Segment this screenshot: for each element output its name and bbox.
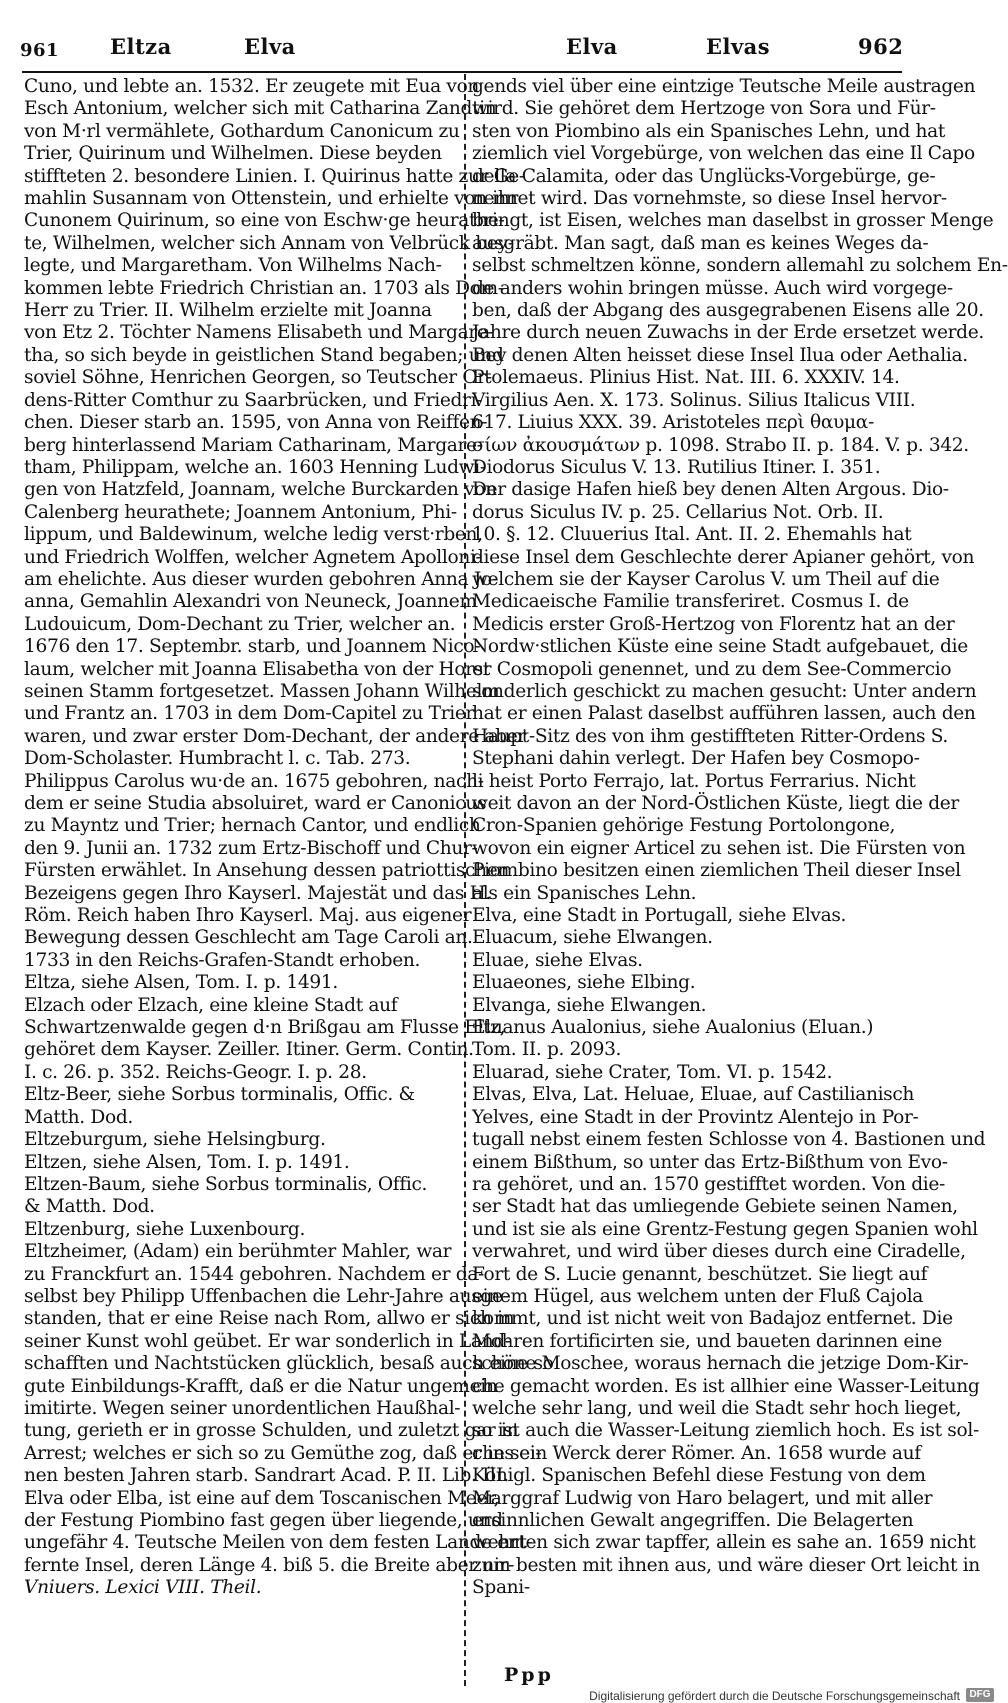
right-text-line: schöne Moschee, woraus hernach die jetzige Dom-Kir- <box>472 1353 969 1375</box>
left-text-line: stiffteten 2. besondere Linien. I. Quirinus hatte zur Ge- <box>24 165 525 187</box>
right-text-line: Haupt-Sitz des von ihm gestiffteten Ritter-Ordens S. <box>472 725 948 747</box>
left-text-line: mahlin Susannam von Ottenstein, und erhielte von ihr <box>24 188 519 210</box>
right-text-line: selbst schmeltzen könne, sondern allemahl zu solchem En- <box>472 255 1008 277</box>
right-text-line: Eluae, siehe Elvas. <box>472 949 643 971</box>
right-text-line: Elva, eine Stadt in Portugall, siehe Elvas. <box>472 905 847 927</box>
right-page-number: 962 <box>858 34 904 59</box>
left-text-line: Esch Antonium, welcher sich mit Catharina Zandtin <box>24 98 497 120</box>
left-text-line: lippum, und Baldewinum, welche ledig verst·rben, <box>24 524 483 546</box>
right-text-line: wehrten sich zwar tapffer, allein es sahe an. 1659 nicht <box>472 1532 976 1554</box>
left-text-line: Trier, Quirinum und Wilhelmen. Diese beyden <box>24 143 442 165</box>
right-text-line: Königl. Spanischen Befehl diese Festung von dem <box>472 1465 926 1487</box>
left-page-number: 961 <box>20 40 60 61</box>
right-text-line: ziemlich viel Vorgebürge, von welchen das eine Il Capo <box>472 143 975 165</box>
left-text-line: Eltz-Beer, siehe Sorbus torminalis, Offic. & <box>24 1084 415 1106</box>
left-text-line: seinen Stamm fortgesetzet. Massen Johann Wilhelm <box>24 680 500 702</box>
left-text-line: schafften und Nachtstücken glücklich, besaß auch eine so <box>24 1353 554 1375</box>
left-text-line: te, Wilhelmen, welcher sich Annam von Velbrück bey- <box>24 232 514 254</box>
right-text-line: weit davon an der Nord-Östlichen Küste, liegt die der <box>472 793 959 814</box>
right-text-line: tugall nebst einem festen Schlosse von 4. Bastionen und <box>472 1129 986 1151</box>
left-text-line: tham, Philippam, welche an. 1603 Henning Ludwi- <box>24 456 486 478</box>
left-text-line: Eltzheimer, (Adam) ein berühmter Mahler, war <box>24 1241 452 1263</box>
left-text-line: 1676 den 17. Septembr. starb, und Joannem Nico- <box>24 636 481 658</box>
left-text-line: fernte Insel, deren Länge 4. biß 5. die Breite aber nir- <box>24 1554 515 1576</box>
left-text-line: standen, that er eine Reise nach Rom, allwo er sich in <box>24 1308 515 1330</box>
right-text-line: Elvas, Elva, Lat. Heluae, Eluae, auf Castilianisch <box>472 1084 915 1106</box>
left-text-line: Eltzen, siehe Alsen, Tom. I. p. 1491. <box>24 1151 350 1173</box>
left-text-line: und Friedrich Wolffen, welcher Agnetem Apolloni- <box>24 546 482 568</box>
dfg-logo: DFG <box>966 1688 994 1702</box>
left-text-line: Eltza, siehe Alsen, Tom. I. p. 1491. <box>24 972 338 994</box>
right-text-line: Cron-Spanien gehörige Festung Portolongone, <box>472 815 896 837</box>
left-text-line: gute Einbildungs-Krafft, daß er die Natur ungemein <box>24 1375 498 1397</box>
right-text-line: Marggraf Ludwig von Haro belagert, und mit aller <box>472 1487 933 1509</box>
right-text-line: bringt, ist Eisen, welches man daselbst in grosser Menge <box>472 210 994 232</box>
left-text-line: Bewegung dessen Geschlecht am Tage Caroli an. <box>24 927 473 949</box>
right-text-line: ben, daß der Abgang des ausgegrabenen Eisens alle 20. <box>472 300 984 322</box>
left-text-line: den 9. Junii an. 1732 zum Ertz-Bischoff und Chur- <box>24 837 478 859</box>
left-text-line: Schwartzenwalde gegen d·n Brißgau am Flusse Eltz, <box>24 1017 506 1039</box>
right-text-line: Bey denen Alten heisset diese Insel Ilua oder Aethalia. <box>472 344 968 366</box>
right-text-line: della Calamita, oder das Unglücks-Vorgebürge, ge- <box>472 165 936 187</box>
left-text-line: Bezeigens gegen Ihro Kayserl. Majestät und das H. <box>24 882 491 904</box>
right-text-line: und ist sie als eine Grentz-Festung gegen Spanien wohl <box>472 1218 978 1240</box>
right-text-line: ra gehöret, und an. 1570 gestifftet worden. Von die- <box>472 1173 945 1195</box>
left-text-line: chen. Dieser starb an. 1595, von Anna von Reiffen- <box>24 412 488 434</box>
left-text-line: von Etz 2. Töchter Namens Elisabeth und Margare- <box>24 322 494 344</box>
right-text-line: Der dasige Hafen hieß bey denen Alten Argous. Dio- <box>472 479 949 501</box>
left-text-line: gehöret dem Kayser. Zeiller. Itiner. Germ. Contin. <box>24 1039 474 1061</box>
right-text-line: als ein Spanisches Lehn. <box>472 882 697 904</box>
right-text-line: diese Insel dem Geschlechte derer Apianer gehört, von <box>472 546 975 568</box>
left-text-line: berg hinterlassend Mariam Catharinam, Margare- <box>24 434 483 456</box>
left-text-line: Eltzeburgum, siehe Helsingburg. <box>24 1129 326 1151</box>
left-text-line: Eltzen-Baum, siehe Sorbus torminalis, Offic. <box>24 1173 428 1195</box>
left-text-line: waren, und zwar erster Dom-Dechant, der andere aber <box>24 725 526 747</box>
left-text-line: Vniuers. Lexici VIII. Theil. <box>24 1577 262 1599</box>
right-text-line: welchem sie der Kayser Carolus V. um Theil auf die <box>472 568 940 590</box>
header-rule <box>22 71 902 73</box>
footer-credit: Digitalisierung gefördert durch die Deutsche Forschungsgemeinschaft <box>589 1689 960 1703</box>
left-text-line: Dom-Scholaster. Humbracht l. c. Tab. 273. <box>24 748 411 770</box>
right-header-word-1: Elva <box>566 34 618 59</box>
right-text-line: Mohren fortificirten sie, und baueten darinnen eine <box>472 1330 942 1352</box>
left-header-word-1: Eltza <box>110 34 172 59</box>
left-text-line: Herr zu Trier. II. Wilhelm erzielte mit Joanna <box>24 300 432 322</box>
left-text-line: soviel Söhne, Henrichen Georgen, so Teutscher Or- <box>24 367 492 389</box>
left-text-line: am ehelichte. Aus dieser wurden gebohren Anna Jo- <box>24 568 498 590</box>
right-column <box>472 76 1008 1671</box>
left-text-line: tha, so sich beyde in geistlichen Stand begaben; und <box>24 344 504 366</box>
right-text-line: verwahret, und wird über dieses durch eine Ciradelle, <box>472 1241 966 1263</box>
right-text-line: kommt, und ist nicht weit von Badajoz entfernet. Die <box>472 1308 953 1330</box>
right-text-line: Yelves, eine Stadt in der Provintz Alentejo in Por- <box>472 1106 919 1128</box>
right-text-line: er Cosmopoli genennet, und zu dem See-Commercio <box>472 658 952 680</box>
left-text-line: anna, Gemahlin Alexandri von Neuneck, Joannem <box>24 591 477 613</box>
left-text-line: selbst bey Philipp Uffenbachen die Lehr-Jahre ausge- <box>24 1285 509 1307</box>
right-text-line: wovon ein eigner Articel zu sehen ist. Die Fürsten von <box>472 837 966 859</box>
right-text-line: so ist auch die Wasser-Leitung ziemlich hoch. Es ist sol- <box>472 1420 979 1442</box>
left-text-line: legte, und Margaretham. Von Wilhelms Nach- <box>24 255 442 277</box>
right-text-line: welche sehr lang, und weil die Stadt sehr hoch lieget, <box>472 1397 962 1419</box>
right-text-line: dorus Siculus IV. p. 25. Cellarius Not. Orb. II. <box>472 501 884 523</box>
left-text-line: Fürsten erwählet. In Ansehung dessen patriottischen <box>24 860 510 882</box>
left-header-word-2: Elva <box>244 34 296 59</box>
right-text-line: Piombino besitzen einen ziemlichen Theil dieser Insel <box>472 860 961 882</box>
left-text-line: Cuno, und lebte an. 1532. Er zeugete mit Eua von <box>24 76 480 97</box>
right-text-line: sonderlich geschickt zu machen gesucht: Unter andern <box>472 680 977 702</box>
right-text-line: wird. Sie gehöret dem Hertzoge von Sora und Für- <box>472 98 936 120</box>
right-text-line: Stephani dahin verlegt. Der Hafen bey Cosmopo- <box>472 748 920 770</box>
right-text-line: 10. §. 12. Cluuerius Ital. Ant. II. 2. Ehemahls hat <box>472 524 912 546</box>
left-text-line: Matth. Dod. <box>24 1106 133 1128</box>
right-text-line: hat er einen Palast daselbst aufführen lassen, auch den <box>472 703 976 725</box>
left-text-line: imitirte. Wegen seiner unordentlichen Haußhal- <box>24 1397 461 1419</box>
left-text-line: Cunonem Quirinum, so eine von Eschw·ge heurathe- <box>24 210 505 232</box>
left-text-line: von M·rl vermählete, Gothardum Canonicum zu <box>24 120 460 142</box>
left-text-line: kommen lebte Friedrich Christian an. 1703 als Dom- <box>24 277 504 299</box>
right-text-line: che gemacht worden. Es ist allhier eine Wasser-Leitung <box>472 1375 980 1397</box>
left-text-line: seiner Kunst wohl geübet. Er war sonderlich in Land- <box>24 1330 511 1352</box>
right-text-line: Eluaeones, siehe Elbing. <box>472 972 696 994</box>
right-text-line: Medicaeische Familie transferiret. Cosmus I. de <box>472 591 909 613</box>
left-text-line: Calenberg heurathete; Joannem Antonium, Phi- <box>24 501 457 523</box>
left-text-line: nen besten Jahren starb. Sandrart Acad. P. II. Lib. III. <box>24 1465 509 1487</box>
right-text-line: Medicis erster Groß-Hertzog von Florentz hat an der <box>472 613 955 635</box>
left-text-line: dem er seine Studia absoluiret, ward er Canonicus <box>24 793 487 814</box>
left-text-line: & Matth. Dod. <box>24 1196 155 1218</box>
left-text-line: zu Franckfurt an. 1544 gebohren. Nachdem er da- <box>24 1263 484 1285</box>
left-text-line: Philippus Carolus wu·de an. 1675 gebohren, nach- <box>24 770 484 792</box>
left-text-line: und Frantz an. 1703 in dem Dom-Capitel zu Trier <box>24 703 475 725</box>
right-header-word-2: Elvas <box>706 34 771 59</box>
left-text-line: ungefähr 4. Teutsche Meilen von dem festen Lande ent- <box>24 1532 533 1554</box>
right-text-line: Jahre durch neuen Zuwachs in der Erde ersetzet werde. <box>472 322 984 344</box>
right-text-line: ersinnlichen Gewalt angegriffen. Die Belagerten <box>472 1510 914 1531</box>
right-text-line: ser Stadt hat das umliegende Gebiete seinen Namen, <box>472 1196 958 1218</box>
right-text-line: zum besten mit ihnen aus, und wäre dieser Ort leicht in <box>472 1554 980 1576</box>
right-text-line: Tom. II. p. 2093. <box>472 1039 622 1061</box>
left-text-line: 1733 in den Reichs-Grafen-Standt erhoben. <box>24 949 421 971</box>
left-text-line: Elva oder Elba, ist eine auf dem Toscanischen Meer, <box>24 1487 500 1509</box>
right-text-line: Fort de S. Lucie genannt, beschützet. Sie liegt auf <box>472 1263 928 1285</box>
right-text-line: gends viel über eine eintzige Teutsche Meile austragen <box>472 76 976 97</box>
right-text-line: einem Hügel, aus welchem unten der Fluß Cajola <box>472 1285 924 1307</box>
left-text-line: Ludouicum, Dom-Dechant zu Trier, welcher an. <box>24 613 456 635</box>
right-text-line: de anders wohin bringen müsse. Auch wird vorgege- <box>472 277 953 299</box>
right-text-line: Elvanga, siehe Elwangen. <box>472 994 707 1016</box>
right-text-line: li heist Porto Ferrajo, lat. Portus Ferrarius. Nicht <box>472 770 916 792</box>
right-text-line: Eluanus Aualonius, siehe Aualonius (Eluan.) <box>472 1017 874 1039</box>
right-text-line: Diodorus Siculus V. 13. Rutilius Itiner. I. 351. <box>472 456 881 478</box>
page-signature: Ppp <box>504 1664 554 1686</box>
right-text-line: Eluacum, siehe Elwangen. <box>472 927 713 949</box>
left-text-line: I. c. 26. p. 352. Reichs-Geogr. I. p. 28. <box>24 1061 367 1083</box>
left-text-line: dens-Ritter Comthur zu Saarbrücken, und Friedri- <box>24 389 483 411</box>
right-text-line: sten von Piombino als ein Spanisches Lehn, und hat <box>472 120 945 142</box>
left-text-line: zu Mayntz und Trier; hernach Cantor, und endlich <box>24 815 481 837</box>
left-text-line: Röm. Reich haben Ihro Kayserl. Maj. aus eigener <box>24 905 472 927</box>
right-text-line: Nordw·stlichen Küste eine seine Stadt aufgebauet, die <box>472 636 968 658</box>
right-text-line: Virgilius Aen. X. 173. Solinus. Silius Italicus VIII. <box>472 389 916 411</box>
left-text-line: laum, welcher mit Joanna Elisabetha von der Horst <box>24 658 491 680</box>
right-text-line: 617. Liuius XXX. 39. Aristoteles περὶ θαυμα- <box>472 412 874 434</box>
right-text-line: ches ein Werck derer Römer. An. 1658 wurde auf <box>472 1442 921 1464</box>
right-text-line: Spani- <box>472 1577 530 1599</box>
left-text-line: Arrest; welches er sich so zu Gemüthe zog, daß er in sei- <box>24 1442 542 1464</box>
left-text-line: Elzach oder Elzach, eine kleine Stadt auf <box>24 994 398 1016</box>
right-text-line: ausgräbt. Man sagt, daß man es keines Weges da- <box>472 232 929 254</box>
left-text-line: der Festung Piombino fast gegen über liegende, und <box>24 1510 503 1531</box>
left-text-line: gen von Hatzfeld, Joannam, welche Burckarden von <box>24 479 497 501</box>
left-text-line: Eltzenburg, siehe Luxenbourg. <box>24 1218 306 1240</box>
left-text-line: tung, gerieth er in grosse Schulden, und zuletzt gar in <box>24 1420 519 1442</box>
right-text-line: nennet wird. Das vornehmste, so diese Insel hervor- <box>472 188 947 210</box>
right-text-line: σίων ἀκουσμάτων p. 1098. Strabo II. p. 184. V. p. 342. <box>472 434 969 456</box>
right-text-line: Ptolemaeus. Plinius Hist. Nat. III. 6. XXXIV. 14. <box>472 367 900 389</box>
right-text-line: Eluarad, siehe Crater, Tom. VI. p. 1542. <box>472 1061 833 1083</box>
right-text-line: einem Bißthum, so unter das Ertz-Bißthum von Evo- <box>472 1151 948 1173</box>
